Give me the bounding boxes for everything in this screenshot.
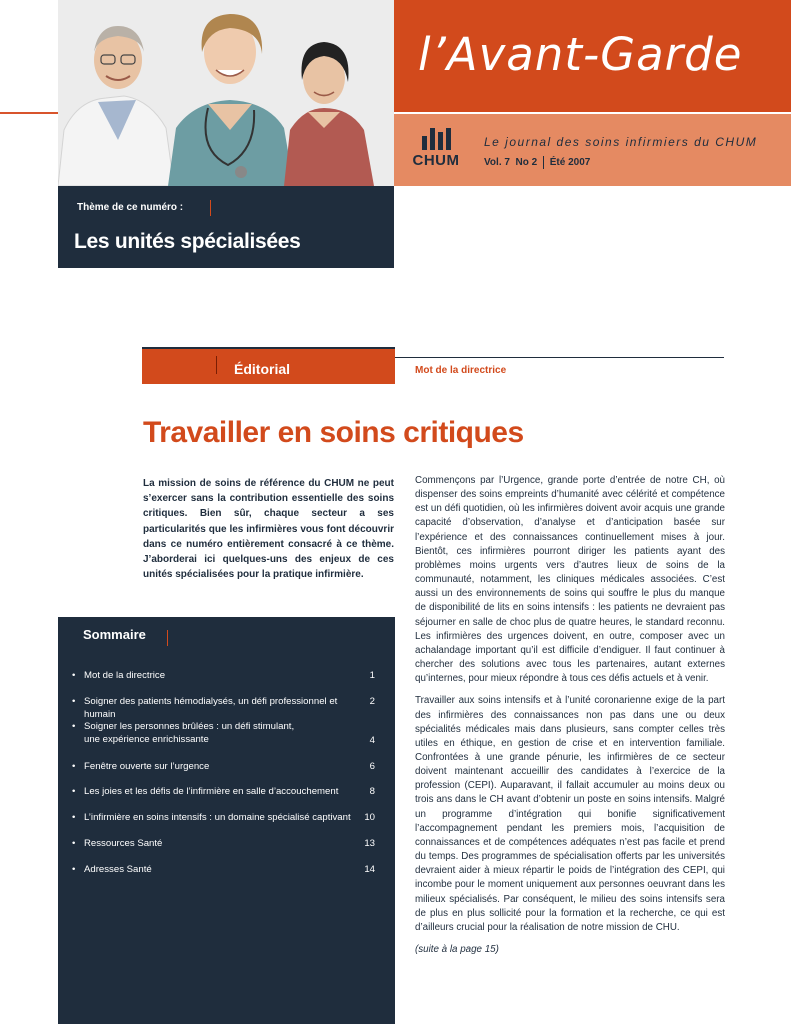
article-paragraph: Commençons par l’Urgence, grande porte d’entrée de notre CH, où dispenser des soins empreints d’humanité avec célérité et compétence est un défi quotidien, où les infirmières doivent avoir acquis une grande capacité d’observation, d’analyse et d’anticipation basée sur l’expérience et des connaissances continuellement mises à jour. Bientôt, ces infirmières pourront diriger les patients ayant des problèmes moins urgents vers d’autres lieux de soins de la communauté, notamment, les cliniques médicales associées. C’est aussi un des environnements de soins qui souffre le plus du manque de disponibilité de lits en soins intensifs : les patients ne devraient pas séjourner en salle de choc plus de quatre heures, le standard reconnu. Les infirmières des urgences doivent, en outre, composer avec un achalandage important qu’il est difficile d’endiguer. Il faut continuer à chercher des solutions avec tous les partenaires, autant externes qu’internes, pour mieux répondre à tous ces défis actuels et à venir. [415,475,725,685]
toc-item-title: Soigner des patients hémodialysés, un défi professionnel et humain [84,696,338,721]
toc-item-page: 10 [364,812,375,823]
toc-item-page: 2 [369,696,375,707]
bullet-icon: • [72,838,76,849]
toc-item-title: L’infirmière en soins intensifs : un domaine spécialisé captivant [84,812,351,823]
article-body [415,474,725,965]
toc-item-title: Mot de la directrice [84,670,166,681]
bullet-icon: • [72,864,76,875]
journal-title: l’Avant-Garde [418,28,743,81]
chum-logo [408,128,464,174]
theme-box [58,186,394,268]
bullet-icon: • [72,786,76,797]
issue-date: Été 2007 [549,157,591,169]
toc-item-title: Soigner les personnes brûlées : un défi stimulant, une expérience enrichissante [84,721,295,746]
issue-volume: Vol. 7 [484,157,510,169]
bullet-icon: • [72,812,76,823]
toc-item-page: 8 [369,786,375,797]
section-sublabel: Mot de la directrice [415,365,507,376]
section-divider [216,356,217,374]
toc-item-page: 1 [369,670,375,681]
issue-separator [543,156,544,169]
article-headline: Travailler en soins critiques [143,416,524,449]
toc-item-page: 6 [369,761,375,772]
chum-logo-text: CHUM [412,152,460,169]
chum-logo-icon [408,128,464,150]
bullet-icon: • [72,696,76,707]
cover-photo [58,0,394,186]
toc-item-title: Adresses Santé [84,864,152,875]
issue-info [484,156,590,169]
table-of-contents [58,617,395,1024]
article-intro: La mission de soins de référence du CHUM ne peut s’exercer sans la contribution essentielle des soins critiques. Bien sûr, chaque secteur a ses particularités que les infirmières vous font découvrir dans ce numéro entièrement consacré à ce thème. J’aborderai ici quelques-uns des enjeux de ces unités spécialisées pour la pratique infirmière. [143,478,394,581]
bullet-icon: • [72,761,76,772]
journal-tagline: Le journal des soins infirmiers du CHUM [484,135,758,149]
theme-divider [210,200,211,216]
toc-item-page: 4 [369,735,375,746]
toc-item-title: Fenêtre ouverte sur l’urgence [84,761,210,772]
bullet-icon: • [72,670,76,681]
toc-item-page: 14 [364,864,375,875]
section-label: Éditorial [234,361,291,377]
section-rule [395,357,724,358]
continued-link[interactable]: (suite à la page 15) [415,944,499,955]
nurses-photo-illustration [58,0,394,186]
toc-item-title: Ressources Santé [84,838,163,849]
issue-number: No 2 [515,157,538,169]
toc-item-page: 13 [364,838,375,849]
toc-item-title: Les joies et les défis de l’infirmière en salle d’accouchement [84,786,339,797]
toc-divider [167,630,168,646]
theme-label: Thème de ce numéro : [77,202,184,213]
section-bar-line [142,347,395,349]
article-paragraph: Travailler aux soins intensifs et à l’unité coronarienne exige de la part des infirmières des connaissances non pas dans une ou deux spécialités médicales mais dans plusieurs, sans compter celles très utiles en éthique, en gestion de crise et en intervention familiale. Confrontées à une grande pénurie, les infirmières de ce secteur doivent maintenant accueillir des candidates à l’exercice de la profession (CEPI). Auparavant, il fallait accumuler au moins deux ou trois ans dans le CH avant d’obtenir un poste en soins intensifs. Malgré un programme d’intégration qui bonifie significativement l’accompagnement pendant les premiers mois, l’acquisition de connaissances et de compétences adéquates n’est pas facile et prend du temps. Des programmes de spécialisation offerts par les universités devraient aider à mieux répartir le poids de l’intégration des CEPI, qui incombe pour le moment uniquement aux personnes oeuvrant dans les milieux spécialisés. Par conséquent, le milieu des soins intensifs sera de plus en plus sollicité pour la formation et la recherche, ce qui est d’ailleurs crucial pour la réalisation de notre mission de CHU. [415,695,725,933]
theme-title: Les unités spécialisées [74,230,301,253]
bullet-icon: • [72,721,76,732]
header-rule [0,112,58,114]
toc-title: Sommaire [83,627,146,642]
